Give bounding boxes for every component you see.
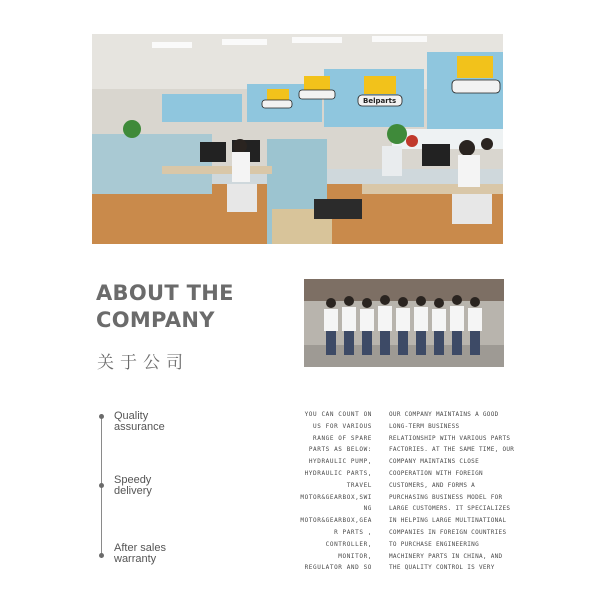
- feature-quality: [114, 411, 165, 433]
- timeline-dot-icon: [99, 414, 104, 419]
- body-text-line: THE QUALITY CONTROL IS VERY: [389, 564, 495, 572]
- body-text-line: R PARTS ,: [334, 528, 372, 536]
- feature-label: Quality: [114, 410, 149, 422]
- body-text-line: FACTORIES. AT THE SAME TIME, OUR: [389, 446, 515, 454]
- body-text-line: LONG-TERM BUSINESS: [389, 422, 460, 430]
- body-text-line: REGULATOR AND SO: [304, 564, 372, 572]
- body-text-line: PARTS AS BELOW:: [308, 446, 372, 454]
- title-line-1: ABOUT THE: [96, 281, 234, 305]
- feature-delivery: [114, 475, 152, 497]
- parts-list-column: [300, 409, 372, 574]
- body-text-line: IN HELPING LARGE MULTINATIONAL: [389, 517, 507, 525]
- body-text-line: COMPANIES IN FOREIGN COUNTRIES: [389, 528, 507, 536]
- body-text-line: MOTOR&GEARBOX,SWI: [300, 493, 372, 501]
- body-text-line: TRAVEL: [346, 481, 372, 489]
- title-line-2: COMPANY: [96, 308, 215, 332]
- body-text-line: NG: [363, 505, 372, 513]
- body-text-line: COOPERATION WITH FOREIGN: [389, 469, 483, 477]
- office-photo-illustration: [92, 34, 503, 244]
- timeline-dot-icon: [99, 483, 104, 488]
- body-text-line: CUSTOMERS, AND FORMS A: [389, 481, 476, 489]
- feature-label: After sales: [114, 542, 166, 554]
- feature-label: delivery: [114, 485, 152, 497]
- team-photo-illustration: [304, 279, 504, 367]
- feature-label: Speedy: [114, 474, 152, 486]
- body-text-line: RANGE OF SPARE: [313, 434, 372, 442]
- chinese-subtitle: 关于公司: [97, 353, 189, 373]
- timeline-dot-icon: [99, 553, 104, 558]
- body-text-line: MOTOR&GEARBOX,GEA: [300, 517, 372, 525]
- feature-label: assurance: [114, 421, 165, 433]
- body-text-line: MONITOR,: [338, 552, 372, 560]
- body-text-line: LARGE CUSTOMERS. IT SPECIALIZES: [389, 505, 511, 513]
- body-text-line: YOU CAN COUNT ON: [304, 411, 372, 418]
- feature-warranty: [114, 543, 166, 565]
- body-text-line: US FOR VARIOUS: [313, 422, 372, 430]
- body-text-line: HYDRAULIC PARTS,: [304, 469, 372, 477]
- team-photo: [304, 279, 504, 367]
- body-text-line: CONTROLLER,: [325, 540, 372, 548]
- body-text-line: TO PURCHASE ENGINEERING: [389, 540, 479, 548]
- company-description-column: [389, 409, 515, 574]
- body-text-line: RELATIONSHIP WITH VARIOUS PARTS: [389, 434, 511, 442]
- body-text-line: MACHINERY PARTS IN CHINA, AND: [389, 552, 503, 560]
- page-title: [96, 280, 296, 334]
- body-text-line: HYDRAULIC PUMP,: [308, 458, 372, 466]
- office-photo: [92, 34, 503, 244]
- body-text-line: COMPANY MAINTAINS CLOSE: [389, 458, 479, 466]
- banner-brand-text: Belparts: [363, 97, 397, 105]
- body-text-line: PURCHASING BUSINESS MODEL FOR: [389, 493, 503, 501]
- body-text-line: OUR COMPANY MAINTAINS A GOOD: [389, 411, 499, 418]
- feature-label: warranty: [114, 553, 157, 565]
